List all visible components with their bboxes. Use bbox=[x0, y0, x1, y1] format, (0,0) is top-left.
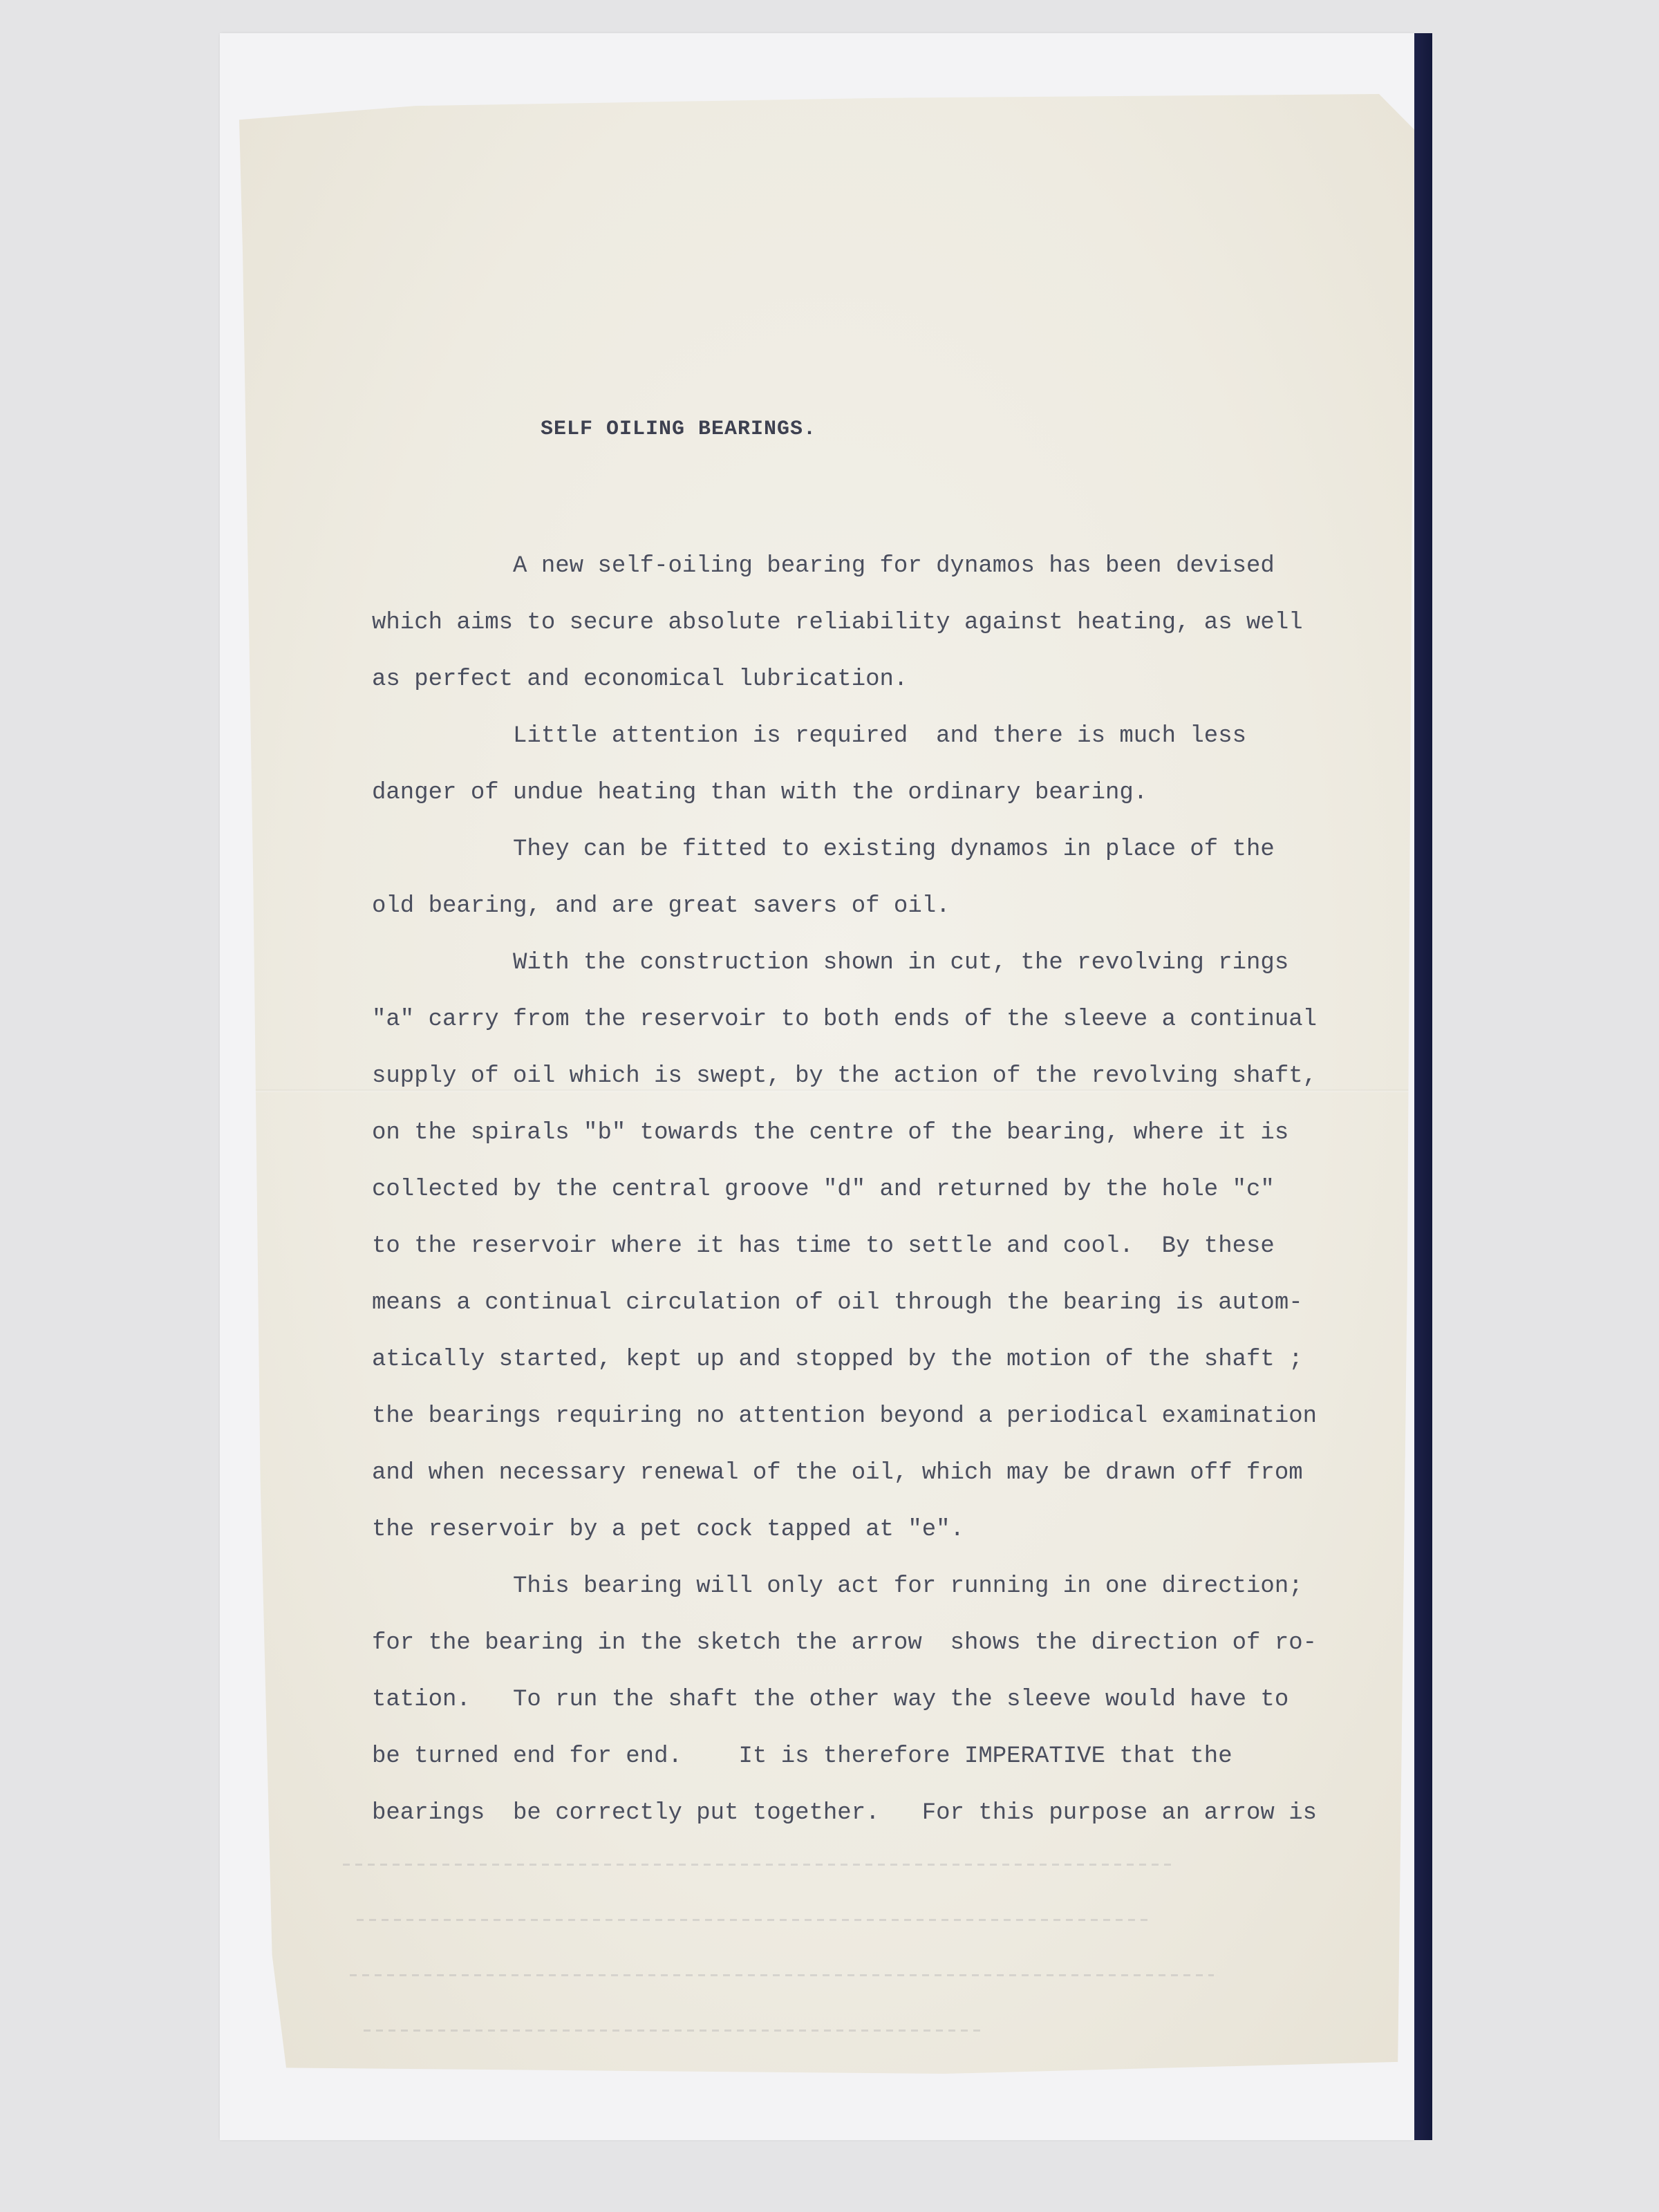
body-line: old bearing, and are great savers of oil. bbox=[372, 893, 950, 919]
body-line: They can be fitted to existing dynamos in place of the bbox=[372, 836, 1275, 863]
body-line: means a continual circulation of oil through the bearing is autom- bbox=[372, 1290, 1303, 1316]
body-line: and when necessary renewal of the oil, which may be drawn off from bbox=[372, 1460, 1303, 1486]
body-line: "a" carry from the reservoir to both ends of the sleeve a continual bbox=[372, 1006, 1318, 1033]
body-line: danger of undue heating than with the ordinary bearing. bbox=[372, 780, 1148, 806]
body-line: which aims to secure absolute reliability against heating, as well bbox=[372, 610, 1303, 636]
body-line: for the bearing in the sketch the arrow shows the direction of ro- bbox=[372, 1630, 1318, 1656]
body-line: the reservoir by a pet cock tapped at "e". bbox=[372, 1517, 964, 1543]
bleed-through-line bbox=[350, 1974, 1214, 1976]
body-line: This bearing will only act for running in one direction; bbox=[372, 1573, 1303, 1600]
dark-background-edge bbox=[1414, 33, 1432, 2140]
body-line: on the spirals "b" towards the centre of the bearing, where it is bbox=[372, 1120, 1289, 1146]
body-line: With the construction shown in cut, the revolving rings bbox=[372, 950, 1289, 976]
bleed-through-line bbox=[343, 1864, 1172, 1866]
body-line: supply of oil which is swept, by the action of the revolving shaft, bbox=[372, 1063, 1318, 1089]
body-line: A new self-oiling bearing for dynamos has been devised bbox=[372, 553, 1275, 579]
bleed-through-line bbox=[357, 1919, 1152, 1921]
body-line: bearings be correctly put together. For this purpose an arrow is bbox=[372, 1800, 1318, 1826]
body-line: the bearings requiring no attention beyond a periodical examination bbox=[372, 1403, 1318, 1430]
body-line: Little attention is required and there is much less bbox=[372, 723, 1247, 749]
bleed-through-line bbox=[364, 2030, 986, 2032]
body-line: as perfect and economical lubrication. bbox=[372, 666, 908, 693]
body-line: collected by the central groove "d" and returned by the hole "c" bbox=[372, 1177, 1275, 1203]
body-line: atically started, kept up and stopped by the motion of the shaft ; bbox=[372, 1347, 1303, 1373]
document-body bbox=[372, 538, 1388, 1841]
body-line: tation. To run the shaft the other way the sleeve would have to bbox=[372, 1687, 1289, 1713]
body-line: be turned end for end. It is therefore IMPERATIVE that the bbox=[372, 1743, 1232, 1770]
document-title: SELF OILING BEARINGS. bbox=[541, 418, 817, 441]
body-line: to the reservoir where it has time to settle and cool. By these bbox=[372, 1233, 1275, 1259]
